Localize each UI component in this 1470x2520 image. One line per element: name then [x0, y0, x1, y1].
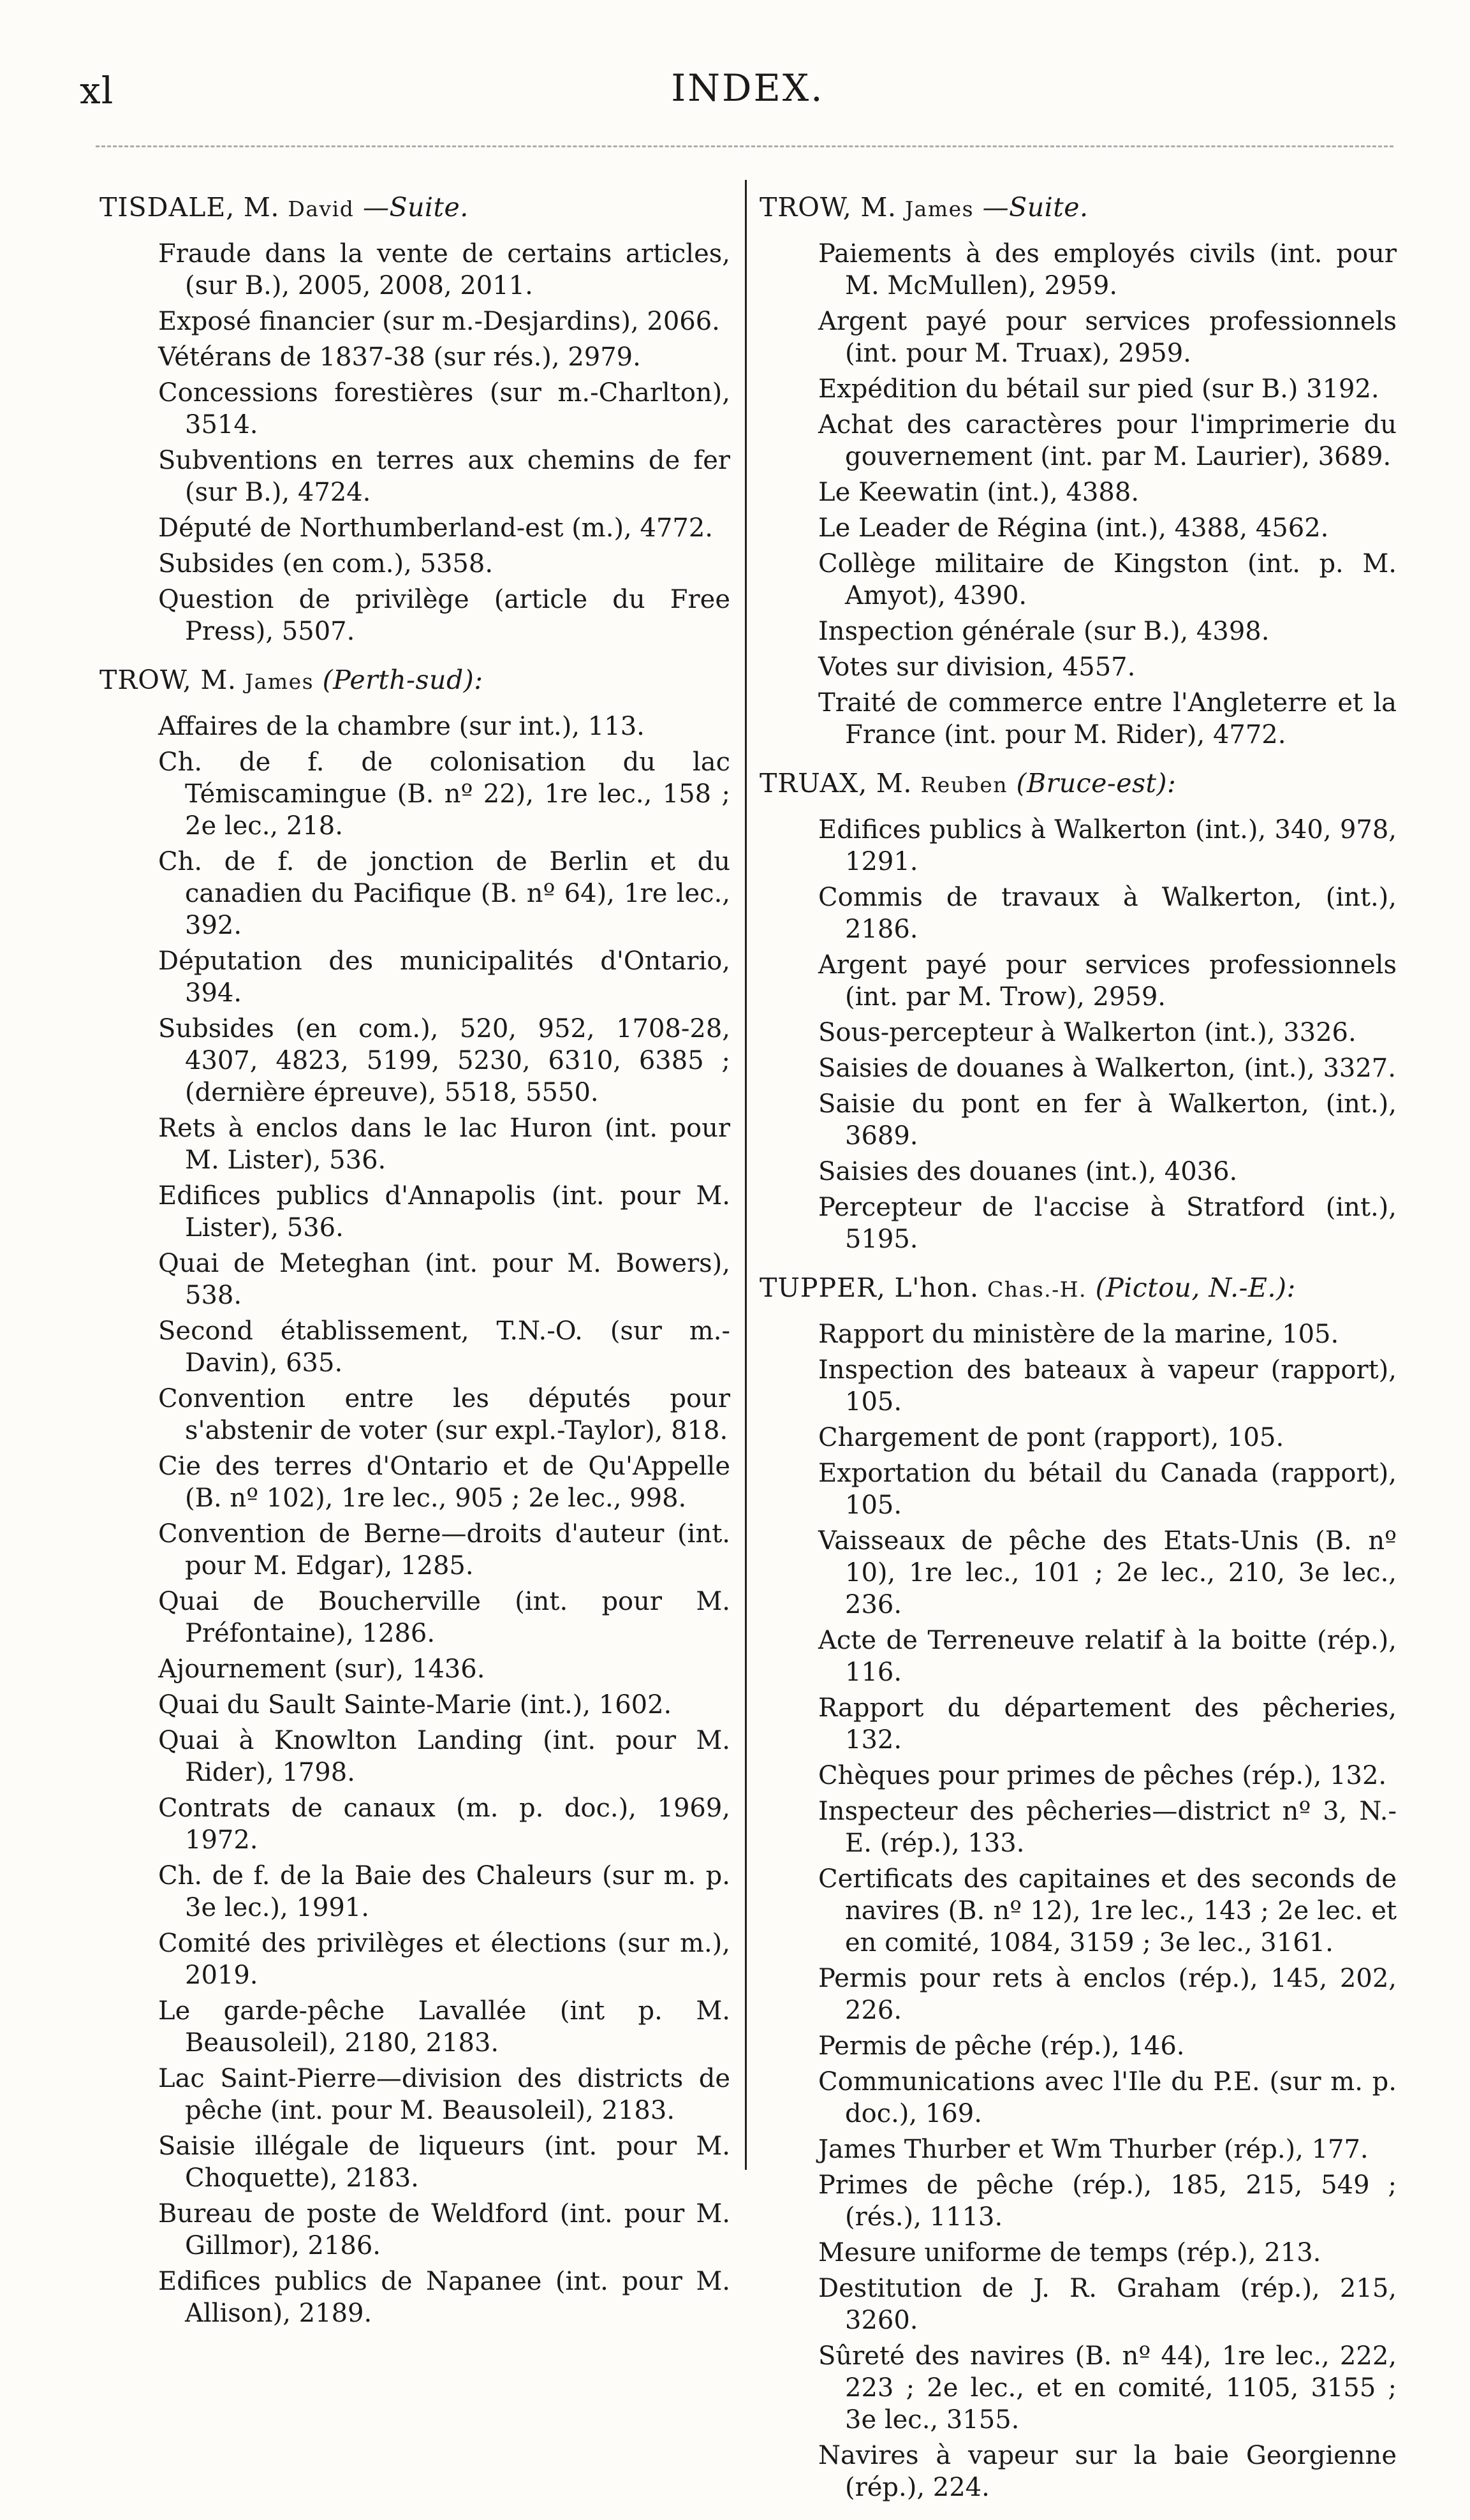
member-riding: —Suite. [982, 192, 1089, 223]
index-entry: Vétérans de 1837-38 (sur rés.), 2979. [158, 343, 641, 372]
index-entry: Sûreté des navires (B. nº 44), 1re lec., 222, 223 ; 2e lec., et en comité, 1105, 3155 ; 3e lec., 3155. [818, 2341, 1397, 2435]
index-entry: Edifices publics à Walkerton (int.), 340, 978, 1291. [818, 815, 1397, 876]
index-entry: Saisie du pont en fer à Walkerton, (int.), 3689. [818, 1089, 1397, 1151]
index-entry: Inspecteur des pêcheries—district nº 3, N.-E. (rép.), 133. [818, 1797, 1397, 1858]
index-entry: Le Keewatin (int.), 4388. [818, 478, 1140, 507]
member-surname: TISDALE, [99, 192, 235, 223]
index-entry: Exportation du bétail du Canada (rapport), 105. [818, 1459, 1397, 1520]
header-rule [96, 145, 1393, 147]
page-title: INDEX. [671, 66, 825, 110]
index-group [99, 191, 730, 647]
index-entry: Saisies des douanes (int.), 4036. [818, 1157, 1238, 1186]
left-column [99, 191, 730, 2346]
index-entry: Second établissement, T.N.-O. (sur m.-Davin), 635. [158, 1316, 730, 1378]
index-entry: Collège militaire de Kingston (int. p. M. Amyot), 4390. [818, 549, 1397, 610]
index-group [762, 1272, 1397, 2503]
index-entry: Le garde-pêche Lavallée (int p. M. Beausoleil), 2180, 2183. [158, 1996, 730, 2058]
index-entry: Permis pour rets à enclos (rép.), 145, 202, 226. [818, 1964, 1397, 2025]
member-honorific: M. [200, 665, 237, 695]
member-surname: TROW, [760, 192, 852, 223]
index-entry: Le Leader de Régina (int.), 4388, 4562. [818, 513, 1329, 543]
index-entry: Vaisseaux de pêche des Etats-Unis (B. nº 10), 1re lec., 101 ; 2e lec., 210, 3e lec., 236. [818, 1526, 1397, 1619]
index-entry: Subventions en terres aux chemins de fer (sur B.), 4724. [158, 446, 730, 507]
index-entry: Chèques pour primes de pêches (rép.), 132. [818, 1761, 1387, 1790]
index-entry: Sous-percepteur à Walkerton (int.), 3326. [818, 1018, 1356, 1047]
member-honorific: M. [860, 192, 897, 223]
index-entry: Ch. de f. de jonction de Berlin et du canadien du Pacifique (B. nº 64), 1re lec., 392. [158, 847, 730, 940]
member-heading [99, 191, 730, 225]
member-riding: (Bruce-est): [1016, 768, 1177, 799]
member-heading [760, 767, 1397, 801]
member-first-name: James [244, 669, 314, 694]
index-entry: Quai du Sault Sainte-Marie (int.), 1602. [158, 1690, 672, 1720]
index-entry: James Thurber et Wm Thurber (rép.), 177. [818, 2135, 1369, 2164]
index-entry: Inspection générale (sur B.), 4398. [818, 617, 1270, 646]
index-entry: Ajournement (sur), 1436. [158, 1654, 485, 1684]
member-heading [760, 1272, 1397, 1306]
column-divider [745, 180, 747, 2170]
member-riding: —Suite. [362, 192, 469, 223]
member-heading [99, 664, 730, 698]
index-entry: Quai à Knowlton Landing (int. pour M. Rider), 1798. [158, 1726, 730, 1787]
member-honorific: M. [876, 768, 912, 799]
index-group [99, 664, 730, 2329]
index-entry: Question de privilège (article du Free Press), 5507. [158, 585, 730, 646]
index-entry: Convention entre les députés pour s'abstenir de voter (sur expl.-Taylor), 818. [158, 1384, 730, 1445]
index-entry: Traité de commerce entre l'Angleterre et la France (int. pour M. Rider), 4772. [818, 688, 1397, 749]
member-first-name: Chas.-H. [987, 1277, 1087, 1302]
index-group [762, 191, 1397, 751]
index-entry: Rets à enclos dans le lac Huron (int. pour M. Lister), 536. [158, 1114, 730, 1175]
index-entry: Quai de Meteghan (int. pour M. Bowers), 538. [158, 1249, 730, 1310]
index-entry: Primes de pêche (rép.), 185, 215, 549 ; (rés.), 1113. [818, 2170, 1397, 2232]
index-entry: Destitution de J. R. Graham (rép.), 215, 3260. [818, 2274, 1397, 2335]
member-first-name: James [904, 196, 974, 221]
index-entry: Saisies de douanes à Walkerton, (int.), 3327. [818, 1054, 1396, 1083]
index-entry: Contrats de canaux (m. p. doc.), 1969, 1972. [158, 1794, 730, 1855]
index-entry: Subsides (en com.), 520, 952, 1708-28, 4307, 4823, 5199, 5230, 6310, 6385 ; (dernière épreuve), 5518, 5550. [158, 1014, 730, 1107]
index-entry: Communications avec l'Ile du P.E. (sur m. p. doc.), 169. [818, 2067, 1397, 2128]
index-entry: Permis de pêche (rép.), 146. [818, 2031, 1185, 2061]
index-entry: Saisie illégale de liqueurs (int. pour M. Choquette), 2183. [158, 2132, 730, 2193]
index-group [762, 767, 1397, 1255]
member-first-name: Reuben [920, 772, 1008, 797]
index-entry: Bureau de poste de Weldford (int. pour M. Gillmor), 2186. [158, 2199, 730, 2260]
right-column [762, 191, 1397, 2520]
index-entry: Percepteur de l'accise à Stratford (int.), 5195. [818, 1193, 1397, 1254]
index-entry: Rapport du département des pêcheries, 132. [818, 1693, 1397, 1755]
member-riding: (Pictou, N.-E.): [1095, 1272, 1296, 1303]
index-entry: Fraude dans la vente de certains articles, (sur B.), 2005, 2008, 2011. [158, 239, 730, 300]
index-entry: Affaires de la chambre (sur int.), 113. [158, 712, 645, 741]
member-riding: (Perth-sud): [322, 665, 483, 695]
index-entry: Commis de travaux à Walkerton, (int.), 2186. [818, 883, 1397, 944]
index-entry: Mesure uniforme de temps (rép.), 213. [818, 2238, 1321, 2267]
page-number: xl [80, 69, 114, 112]
index-entry: Edifices publics de Napanee (int. pour M. Allison), 2189. [158, 2267, 730, 2328]
member-honorific: L'hon. [894, 1272, 979, 1303]
index-entry: Inspection des bateaux à vapeur (rapport), 105. [818, 1355, 1397, 1417]
member-heading [760, 191, 1397, 225]
index-entry: Ch. de f. de la Baie des Chaleurs (sur m. p. 3e lec.), 1991. [158, 1861, 730, 1922]
index-entry: Acte de Terreneuve relatif à la boitte (rép.), 116. [818, 1626, 1397, 1687]
index-entry: Argent payé pour services professionnels (int. par M. Trow), 2959. [818, 950, 1397, 1012]
index-entry: Subsides (en com.), 5358. [158, 549, 494, 578]
index-entry: Comité des privilèges et élections (sur m.), 2019. [158, 1929, 730, 1990]
member-surname: TRUAX, [760, 768, 868, 799]
index-entry: Paiements à des employés civils (int. pour M. McMullen), 2959. [818, 239, 1397, 300]
index-entry: Chargement de pont (rapport), 105. [818, 1423, 1284, 1452]
index-entry: Convention de Berne—droits d'auteur (int. pour M. Edgar), 1285. [158, 1519, 730, 1581]
index-entry: Argent payé pour services professionnels (int. pour M. Truax), 2959. [818, 307, 1397, 368]
index-entry: Cie des terres d'Ontario et de Qu'Appelle (B. nº 102), 1re lec., 905 ; 2e lec., 998. [158, 1452, 730, 1513]
index-entry: Lac Saint-Pierre—division des districts de pêche (int. pour M. Beausoleil), 2183. [158, 2064, 730, 2125]
index-entry: Votes sur division, 4557. [818, 652, 1136, 682]
index-entry: Exposé financier (sur m.-Desjardins), 2066. [158, 307, 720, 336]
index-entry: Ch. de f. de colonisation du lac Témiscamingue (B. nº 22), 1re lec., 158 ; 2e lec., 218. [158, 748, 730, 841]
index-entry: Députation des municipalités d'Ontario, 394. [158, 947, 730, 1008]
index-entry: Quai de Boucherville (int. pour M. Préfontaine), 1286. [158, 1587, 730, 1648]
index-entry: Certificats des capitaines et des seconds de navires (B. nº 12), 1re lec., 143 ; 2e lec. et en comité, 1084, 3159 ; 3e lec., 3161. [818, 1864, 1397, 1957]
member-first-name: David [288, 196, 355, 221]
index-entry: Navires à vapeur sur la baie Georgienne (rép.), 224. [818, 2441, 1397, 2502]
member-surname: TROW, [99, 665, 192, 695]
member-surname: TUPPER, [760, 1272, 886, 1303]
index-entry: Edifices publics d'Annapolis (int. pour M. Lister), 536. [158, 1181, 730, 1242]
index-entry: Expédition du bétail sur pied (sur B.) 3192. [818, 374, 1379, 404]
index-entry: Concessions forestières (sur m.-Charlton), 3514. [158, 378, 730, 439]
index-entry: Rapport du ministère de la marine, 105. [818, 1320, 1339, 1349]
index-entry: Achat des caractères pour l'imprimerie du gouvernement (int. par M. Laurier), 3689. [818, 410, 1397, 471]
index-entry: Député de Northumberland-est (m.), 4772. [158, 513, 713, 543]
member-honorific: M. [243, 192, 279, 223]
